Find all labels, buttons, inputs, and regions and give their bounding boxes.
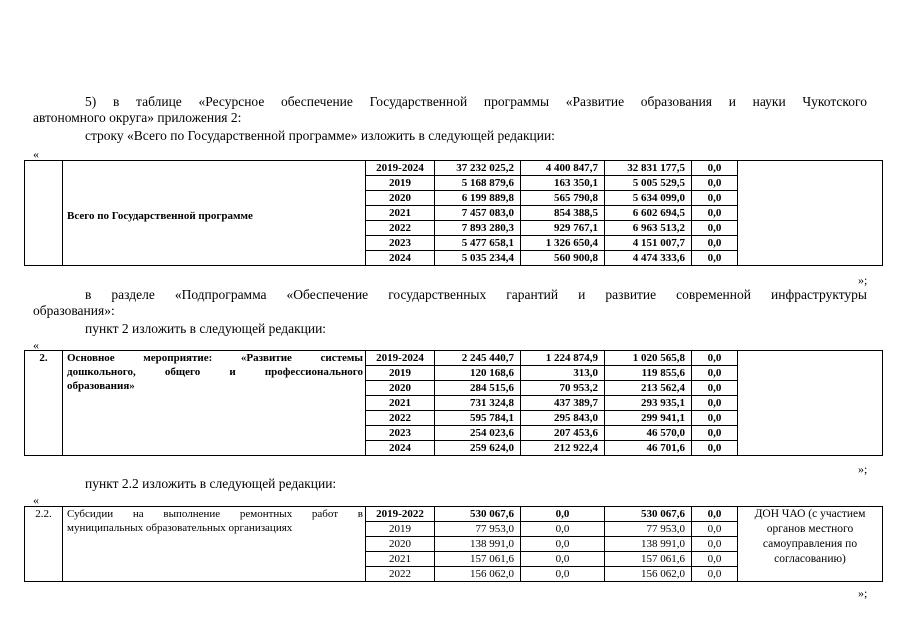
cell-period: 2019-2022: [366, 507, 435, 522]
cell-budget-c: 0,0: [692, 221, 738, 236]
cell-period: 2021: [366, 206, 435, 221]
cell-budget-c: 0,0: [692, 441, 738, 456]
cell-budget-c: 0,0: [692, 552, 738, 567]
row-label-line2: муниципальных образовательных организациях: [67, 522, 293, 534]
cell-budget-a: 0,0: [521, 522, 605, 537]
cell-budget-b: 293 935,1: [605, 396, 692, 411]
cell-budget-c: 0,0: [692, 251, 738, 266]
cell-total: 157 061,6: [435, 552, 521, 567]
quote-close-3: »;: [858, 586, 868, 600]
cell-budget-b: 530 067,6: [605, 507, 692, 522]
cell-budget-c: 0,0: [692, 176, 738, 191]
cell-budget-a: 4 400 847,7: [521, 161, 605, 176]
cell-executor: [738, 351, 883, 456]
cell-budget-b: 4 151 007,7: [605, 236, 692, 251]
executor-line3: самоуправления по: [762, 538, 858, 550]
cell-budget-a: 1 224 874,9: [521, 351, 605, 366]
item-number: 2.2.: [25, 507, 63, 582]
cell-budget-b: 32 831 177,5: [605, 161, 692, 176]
cell-budget-b: 1 020 565,8: [605, 351, 692, 366]
cell-budget-a: 1 326 650,4: [521, 236, 605, 251]
cell-budget-c: 0,0: [692, 236, 738, 251]
quote-open-1: «: [33, 147, 39, 161]
cell-budget-c: 0,0: [692, 537, 738, 552]
cell-budget-c: 0,0: [692, 411, 738, 426]
cell-budget-c: 0,0: [692, 366, 738, 381]
cell-budget-c: 0,0: [692, 567, 738, 582]
cell-period: 2022: [366, 221, 435, 236]
cell-budget-c: 0,0: [692, 161, 738, 176]
cell-budget-b: 46 701,6: [605, 441, 692, 456]
cell-total: 731 324,8: [435, 396, 521, 411]
cell-total: 6 199 889,8: [435, 191, 521, 206]
item-number: 2.: [25, 351, 63, 456]
quote-close-1: »;: [858, 273, 868, 287]
executor-line1: ДОН ЧАО (с участием: [754, 508, 866, 520]
cell-total: 595 784,1: [435, 411, 521, 426]
cell-budget-b: 77 953,0: [605, 522, 692, 537]
cell-total: 77 953,0: [435, 522, 521, 537]
row-label-line3: образования»: [67, 380, 135, 392]
cell-period: 2019-2024: [366, 351, 435, 366]
cell-period: 2024: [366, 441, 435, 456]
para1-line3: строку «Всего по Государственной программе» изложить в следующей редакции:: [85, 128, 555, 143]
cell-period: 2022: [366, 567, 435, 582]
cell-total: 284 515,6: [435, 381, 521, 396]
cell-budget-b: 138 991,0: [605, 537, 692, 552]
cell-budget-b: 213 562,4: [605, 381, 692, 396]
cell-period: 2023: [366, 426, 435, 441]
cell-budget-c: 0,0: [692, 191, 738, 206]
cell-period: 2022: [366, 411, 435, 426]
cell-total: 156 062,0: [435, 567, 521, 582]
cell-budget-b: 46 570,0: [605, 426, 692, 441]
cell-budget-a: 0,0: [521, 552, 605, 567]
quote-open-3: «: [33, 493, 39, 507]
cell-budget-a: 0,0: [521, 567, 605, 582]
cell-budget-a: 207 453,6: [521, 426, 605, 441]
row-label-line1: Основное мероприятие: «Развитие системы: [67, 352, 363, 364]
cell-budget-c: 0,0: [692, 522, 738, 537]
cell-period: 2020: [366, 537, 435, 552]
cell-budget-b: 157 061,6: [605, 552, 692, 567]
cell-budget-b: 6 602 694,5: [605, 206, 692, 221]
cell-total: 259 624,0: [435, 441, 521, 456]
cell-empty: [25, 161, 63, 266]
cell-budget-c: 0,0: [692, 381, 738, 396]
row-label-line1: Субсидии на выполнение ремонтных работ в: [67, 508, 363, 520]
cell-period: 2020: [366, 381, 435, 396]
quote-close-2: »;: [858, 462, 868, 476]
cell-budget-a: 163 350,1: [521, 176, 605, 191]
cell-total: 5 477 658,1: [435, 236, 521, 251]
cell-executor: [738, 161, 883, 266]
cell-budget-a: 313,0: [521, 366, 605, 381]
cell-budget-a: 560 900,8: [521, 251, 605, 266]
cell-budget-a: 70 953,2: [521, 381, 605, 396]
cell-budget-c: 0,0: [692, 507, 738, 522]
cell-budget-c: 0,0: [692, 396, 738, 411]
para2-line2: образования»:: [33, 303, 115, 318]
cell-budget-b: 4 474 333,6: [605, 251, 692, 266]
para2-line1: в разделе «Подпрограмма «Обеспечение государственных гарантий и развитие современной инфраструктуры: [85, 287, 867, 302]
cell-total: 2 245 440,7: [435, 351, 521, 366]
cell-budget-a: 295 843,0: [521, 411, 605, 426]
cell-period: 2019: [366, 366, 435, 381]
cell-period: 2019: [366, 522, 435, 537]
cell-budget-a: 929 767,1: [521, 221, 605, 236]
cell-total: 120 168,6: [435, 366, 521, 381]
cell-budget-a: 854 388,5: [521, 206, 605, 221]
table-item-2-2: [24, 506, 883, 582]
table-row: [25, 507, 883, 522]
cell-budget-b: 119 855,6: [605, 366, 692, 381]
cell-period: 2020: [366, 191, 435, 206]
cell-total: 254 023,6: [435, 426, 521, 441]
quote-open-2: «: [33, 338, 39, 352]
cell-period: 2021: [366, 552, 435, 567]
cell-total: 7 457 083,0: [435, 206, 521, 221]
cell-total: 138 991,0: [435, 537, 521, 552]
cell-budget-b: 5 634 099,0: [605, 191, 692, 206]
table-total: [24, 160, 883, 266]
table-row: [25, 161, 883, 176]
cell-budget-a: 0,0: [521, 507, 605, 522]
cell-budget-b: 156 062,0: [605, 567, 692, 582]
table-item-2: [24, 350, 883, 456]
cell-executor: [738, 507, 883, 582]
row-label: [63, 351, 366, 456]
table-row: [25, 351, 883, 366]
cell-budget-c: 0,0: [692, 206, 738, 221]
para3-line1: пункт 2.2 изложить в следующей редакции:: [85, 476, 337, 491]
cell-total: 7 893 280,3: [435, 221, 521, 236]
cell-budget-a: 565 790,8: [521, 191, 605, 206]
cell-budget-b: 5 005 529,5: [605, 176, 692, 191]
para1-line2: автономного округа» приложения 2:: [33, 110, 242, 125]
row-label-line2: дошкольного, общего и профессионального: [67, 366, 363, 378]
cell-budget-a: 437 389,7: [521, 396, 605, 411]
cell-period: 2019-2024: [366, 161, 435, 176]
row-label: [63, 507, 366, 582]
cell-budget-a: 212 922,4: [521, 441, 605, 456]
cell-period: 2021: [366, 396, 435, 411]
cell-budget-c: 0,0: [692, 351, 738, 366]
cell-total: 5 035 234,4: [435, 251, 521, 266]
cell-period: 2024: [366, 251, 435, 266]
row-label: Всего по Государственной программе: [63, 161, 366, 266]
cell-total: 530 067,6: [435, 507, 521, 522]
cell-period: 2019: [366, 176, 435, 191]
cell-total: 37 232 025,2: [435, 161, 521, 176]
cell-budget-b: 6 963 513,2: [605, 221, 692, 236]
cell-budget-c: 0,0: [692, 426, 738, 441]
cell-budget-b: 299 941,1: [605, 411, 692, 426]
executor-line4: согласованию): [774, 553, 846, 565]
executor-line2: органов местного: [766, 523, 854, 535]
cell-total: 5 168 879,6: [435, 176, 521, 191]
cell-period: 2023: [366, 236, 435, 251]
para1-line1: 5) в таблице «Ресурсное обеспечение Государственной программы «Развитие образования и науки Чукотского: [85, 94, 867, 109]
para2-line3: пункт 2 изложить в следующей редакции:: [85, 321, 327, 336]
cell-budget-a: 0,0: [521, 537, 605, 552]
